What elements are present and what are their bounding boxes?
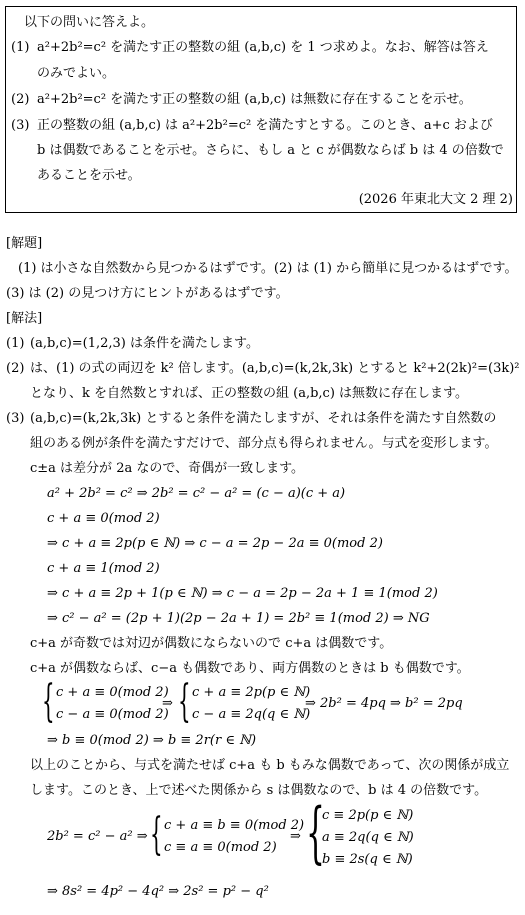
- equation-final: ⇒ 8s² = 4p² − 4q² ⇒ 2s² = p² − q²: [47, 884, 269, 899]
- kaidai-line-2: (3) は (2) の見つけ方にヒントがあるはずです。: [6, 286, 289, 301]
- kaidai-heading: [解題]: [6, 236, 43, 251]
- system-2-first: c + a ≡ 2p(p ∈ ℕ): [192, 685, 311, 700]
- question-1-text: a²+2b²=c² を満たす正の整数の組 (a,b,c) を 1 つ求めよ。なお、解答は答え: [37, 40, 489, 55]
- left-brace: {: [306, 794, 325, 871]
- solution-3-b-even: c+a が偶数ならば、c−a も偶数であり、両方偶数のときは b も偶数です。: [30, 661, 470, 676]
- system-2-result: ⇒ 2b² = 4pq ⇒ b² = 2pq: [305, 696, 463, 711]
- solution-3-conclusion-even: c+a が奇数では対辺が偶数にならないので c+a は偶数です。: [30, 636, 393, 651]
- equation-odd-case-contradiction: ⇒ c² − a² = (2p + 1)(2p − 2a + 1) = 2b² ≡ 1(mod 2) ⇒ NG: [47, 611, 430, 626]
- equation-even-case-derivation: ⇒ c + a ≡ 2p(p ∈ ℕ) ⇒ c − a = 2p − 2a ≡ 0(mod 2): [47, 536, 383, 551]
- system-3-second: c ≡ a ≡ 0(mod 2): [164, 840, 277, 855]
- solution-2-number: (2): [6, 361, 25, 376]
- left-brace: {: [178, 676, 191, 727]
- question-1-text-cont: のみでよい。: [37, 66, 116, 81]
- solution-1-number: (1): [6, 336, 25, 351]
- equation-factorize: a² + 2b² = c² ⇒ 2b² = c² − a² = (c − a)(c + a): [47, 486, 346, 501]
- system-2-second: c − a ≡ 2q(q ∈ ℕ): [192, 707, 311, 722]
- equation-odd-case: c + a ≡ 1(mod 2): [47, 561, 160, 576]
- system-4-second: a ≡ 2q(q ∈ ℕ): [322, 830, 414, 845]
- solution-3-text-cont: 組のある例が条件を満たすだけで、部分点も得られません。与式を変形します。: [30, 436, 498, 451]
- system-1-first: c + a ≡ 0(mod 2): [56, 685, 169, 700]
- solution-3-number: (3): [6, 411, 25, 426]
- equation-b-even: ⇒ b ≡ 0(mod 2) ⇒ b ≡ 2r(r ∈ ℕ): [47, 733, 257, 748]
- solution-2-text-cont: となり、k を自然数とすれば、正の整数の組 (a,b,c) は無数に存在します。: [30, 386, 468, 401]
- problem-intro: 以下の問いに答えよ。: [24, 15, 155, 30]
- solution-3-text: (a,b,c)=(k,2k,3k) とすると条件を満たしますが、それは条件を満たす自然数の: [30, 411, 497, 426]
- solution-3-summary-cont: します。このとき、上で述べた関係から s は偶数なので、b は 4 の倍数です。: [30, 783, 488, 798]
- equation-even-case: c + a ≡ 0(mod 2): [47, 511, 160, 526]
- problem-source: (2026 年東北大文 2 理 2): [358, 192, 513, 207]
- system-1-arrow: ⇒: [162, 696, 173, 711]
- question-2-number: (2): [11, 92, 30, 107]
- kaidai-line-1: (1) は小さな自然数から見つかるはずです。(2) は (1) から簡単に見つかるはずです。: [18, 261, 518, 276]
- question-3-number: (3): [11, 118, 30, 133]
- left-brace: {: [42, 676, 55, 727]
- question-2-text: a²+2b²=c² を満たす正の整数の組 (a,b,c) は無数に存在することを示せ。: [37, 92, 472, 107]
- question-1-number: (1): [11, 40, 30, 55]
- system-4-first: c ≡ 2p(p ∈ ℕ): [322, 808, 414, 823]
- solution-3-summary: 以上のことから、与式を満たせば c+a も b もみな偶数であって、次の関係が成立: [30, 758, 510, 773]
- solution-3-parity-note: c±a は差分が 2a なので、奇偶が一致します。: [30, 461, 305, 476]
- question-3-text-cont2: あることを示せ。: [37, 168, 141, 183]
- system-1-second: c − a ≡ 0(mod 2): [56, 707, 169, 722]
- system-3-first: c + a ≡ b ≡ 0(mod 2): [164, 818, 305, 833]
- question-3-text: 正の整数の組 (a,b,c) は a²+2b²=c² を満たすとする。このとき、a+c および: [37, 118, 493, 133]
- system-4-third: b ≡ 2s(q ∈ ℕ): [322, 852, 413, 867]
- equation-odd-case-derivation: ⇒ c + a ≡ 2p + 1(p ∈ ℕ) ⇒ c − a = 2p − 2a + 1 ≡ 1(mod 2): [47, 586, 438, 601]
- system-3-arrow: ⇒: [290, 829, 301, 844]
- solution-2-text: は、(1) の式の両辺を k² 倍します。(a,b,c)=(k,2k,3k) とすると k²+2(2k)²=(3k)²: [30, 361, 520, 376]
- kaiho-heading: [解法]: [6, 311, 43, 326]
- question-3-text-cont: b は偶数であることを示せ。さらに、もし a と c が偶数ならば b は 4 の倍数で: [37, 143, 504, 158]
- left-brace: {: [150, 809, 163, 860]
- system-3-lhs: 2b² = c² − a² ⇒: [47, 829, 148, 844]
- solution-1-text: (a,b,c)=(1,2,3) は条件を満たします。: [30, 336, 259, 351]
